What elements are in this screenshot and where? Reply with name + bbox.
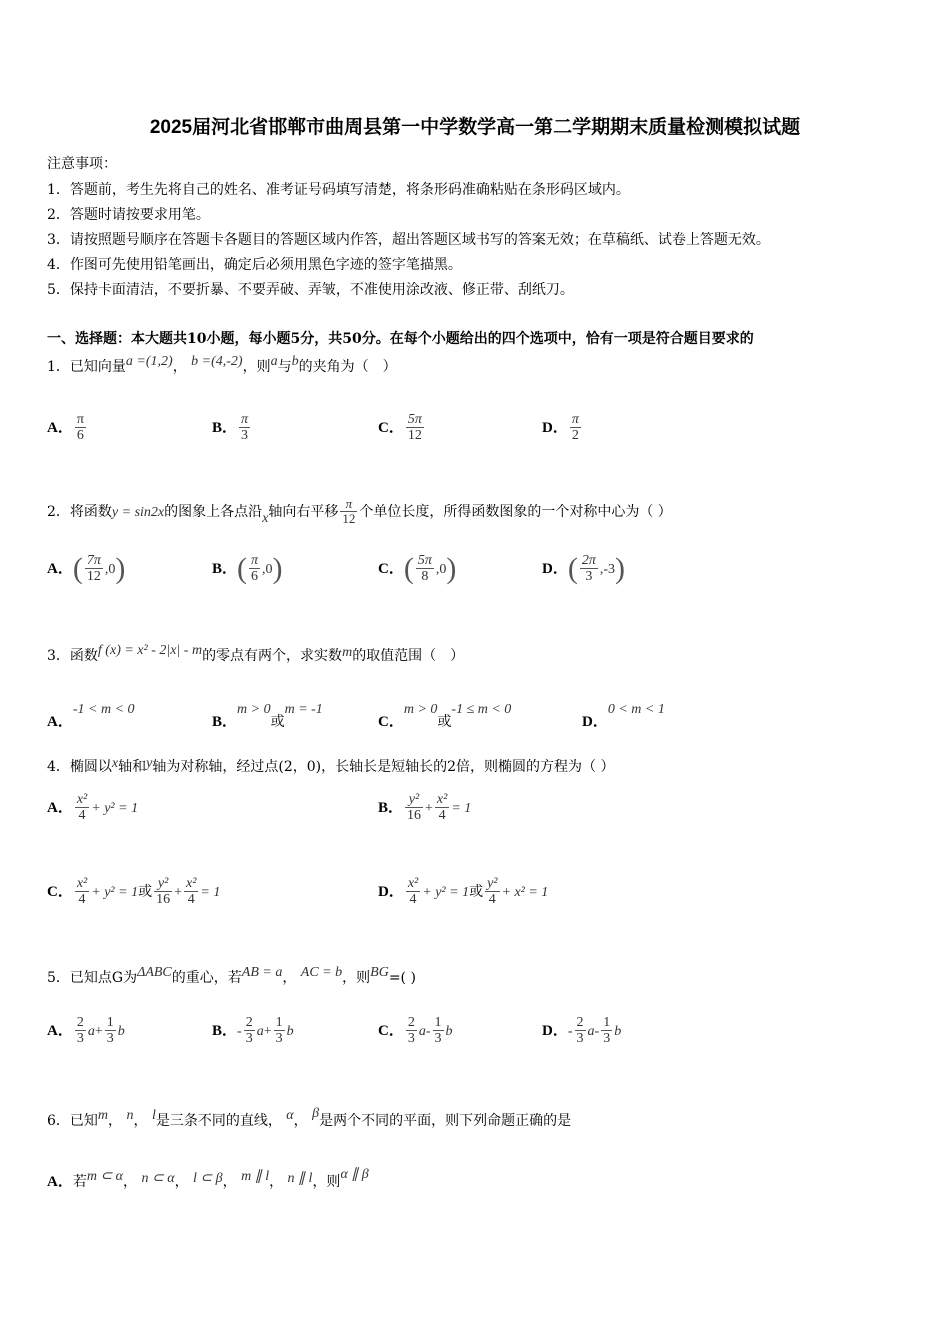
option-3d[interactable]: D．0 < m < 1 [582, 702, 665, 730]
question-4: 4．椭圆以x轴和y轴为对称轴，经过点(2，0)，长轴长是短轴长的2倍，则椭圆的方程为（ ） [47, 756, 615, 775]
math-expr: a =(1,2) [125, 354, 173, 369]
option-4b[interactable]: B． $\frac{\text{y²}}{16}$ + $\frac{\text{x²}}{4}$ = 1 [378, 792, 472, 824]
math-expr: b =(4,-2) [191, 354, 243, 369]
option-2b[interactable]: B．( $\frac{\pi}{6}$ ,0) [212, 551, 283, 585]
option-4d[interactable]: D． $\frac{\text{x²}}{4}$ + y² = 1或 $\frac{\text{y²}}{4}$ + x² = 1 [378, 876, 549, 908]
option-3b[interactable]: B．m > 0或m = -1 [212, 702, 323, 730]
question-3: 3．函数f (x) = x² - 2|x| - m的零点有两个，求实数m的取值范围（ ） [47, 643, 465, 664]
option-2a[interactable]: A．( $\frac{7\pi}{12}$ ,0) [47, 551, 126, 585]
option-5b[interactable]: B．- $\frac{2}{3}$ a+ $\frac{1}{3}$ b [212, 1015, 294, 1047]
option-1d[interactable]: D． $\frac{\pi}{2}$ [542, 412, 579, 444]
option-1a[interactable]: A． $\frac{\pi}{6}$ [47, 412, 84, 444]
math-expr: y = sin2x [111, 504, 165, 520]
option-2d[interactable]: D．( $\frac{2\pi}{3}$ ,-3) [542, 551, 626, 585]
option-4c[interactable]: C． $\frac{\text{x²}}{4}$ + y² = 1或 $\frac{\text{y²}}{16}$ + $\frac{\text{x²}}{4}$ = 1 [47, 876, 221, 908]
math-expr: f (x) = x² - 2|x| - m [97, 643, 203, 658]
option-5a[interactable]: A． $\frac{2}{3}$ a+ $\frac{1}{3}$ b [47, 1015, 125, 1047]
section-heading: 一、选择题：本大题共10小题，每小题5分，共50分。在每个小题给出的四个选项中，恰有一项是符合题目要求的 [47, 331, 754, 347]
option-3c[interactable]: C．m > 0或-1 ≤ m < 0 [378, 702, 512, 730]
notice-item-1: 1．答题前，考生先将自己的姓名、准考证号码填写清楚，将条形码准确粘贴在条形码区域内。 [47, 182, 630, 198]
question-number: 1． [47, 359, 70, 375]
question-5: 5．已知点G为ΔABC的重心，若AB = a， AC = b，则BG=( ) [47, 965, 416, 986]
option-3a[interactable]: A．-1 < m < 0 [47, 702, 135, 730]
notice-heading: 注意事项： [47, 156, 117, 172]
option-4a[interactable]: A． $\frac{\text{x²}}{4}$ + y² = 1 [47, 792, 139, 824]
question-1: 1．已知向量a =(1,2)， b =(4,-2)，则a与b的夹角为（ ） [47, 354, 397, 375]
notice-item-4: 4．作图可先使用铅笔画出，确定后必须用黑色字迹的签字笔描黑。 [47, 257, 462, 273]
option-5c[interactable]: C． $\frac{2}{3}$ a- $\frac{1}{3}$ b [378, 1015, 453, 1047]
page-title: 2025届河北省邯郸市曲周县第一中学数学高一第二学期期末质量检测模拟试题 [149, 117, 801, 138]
option-6a[interactable]: A．若m ⊂ α， n ⊂ α， l ⊂ β， m ∥ l， n ∥ l，则α ∥ β [47, 1167, 369, 1190]
question-2: 2．将函数y = sin2x的图象上各点沿x轴向右平移 $\frac{\pi}{12}$ 个单位长度，所得函数图象的一个对称中心为（ ） [47, 496, 672, 527]
option-2c[interactable]: C．( $\frac{5\pi}{8}$ ,0) [378, 551, 457, 585]
option-5d[interactable]: D．- $\frac{2}{3}$ a- $\frac{1}{3}$ b [542, 1015, 622, 1047]
notice-item-3: 3．请按照题号顺序在答题卡各题目的答题区域内作答，超出答题区域书写的答案无效；在草稿纸、试卷上答题无效。 [47, 232, 770, 248]
notice-item-5: 5．保持卡面清洁，不要折暴、不要弄破、弄皱，不准使用涂改液、修正带、刮纸刀。 [47, 282, 574, 298]
question-6: 6．已知m， n， l是三条不同的直线， α， β是两个不同的平面，则下列命题正确的是 [47, 1106, 572, 1129]
option-1b[interactable]: B． $\frac{\pi}{3}$ [212, 412, 249, 444]
option-1c[interactable]: C． $\frac{5\pi}{12}$ [378, 412, 422, 444]
notice-item-2: 2．答题时请按要求用笔。 [47, 207, 210, 223]
